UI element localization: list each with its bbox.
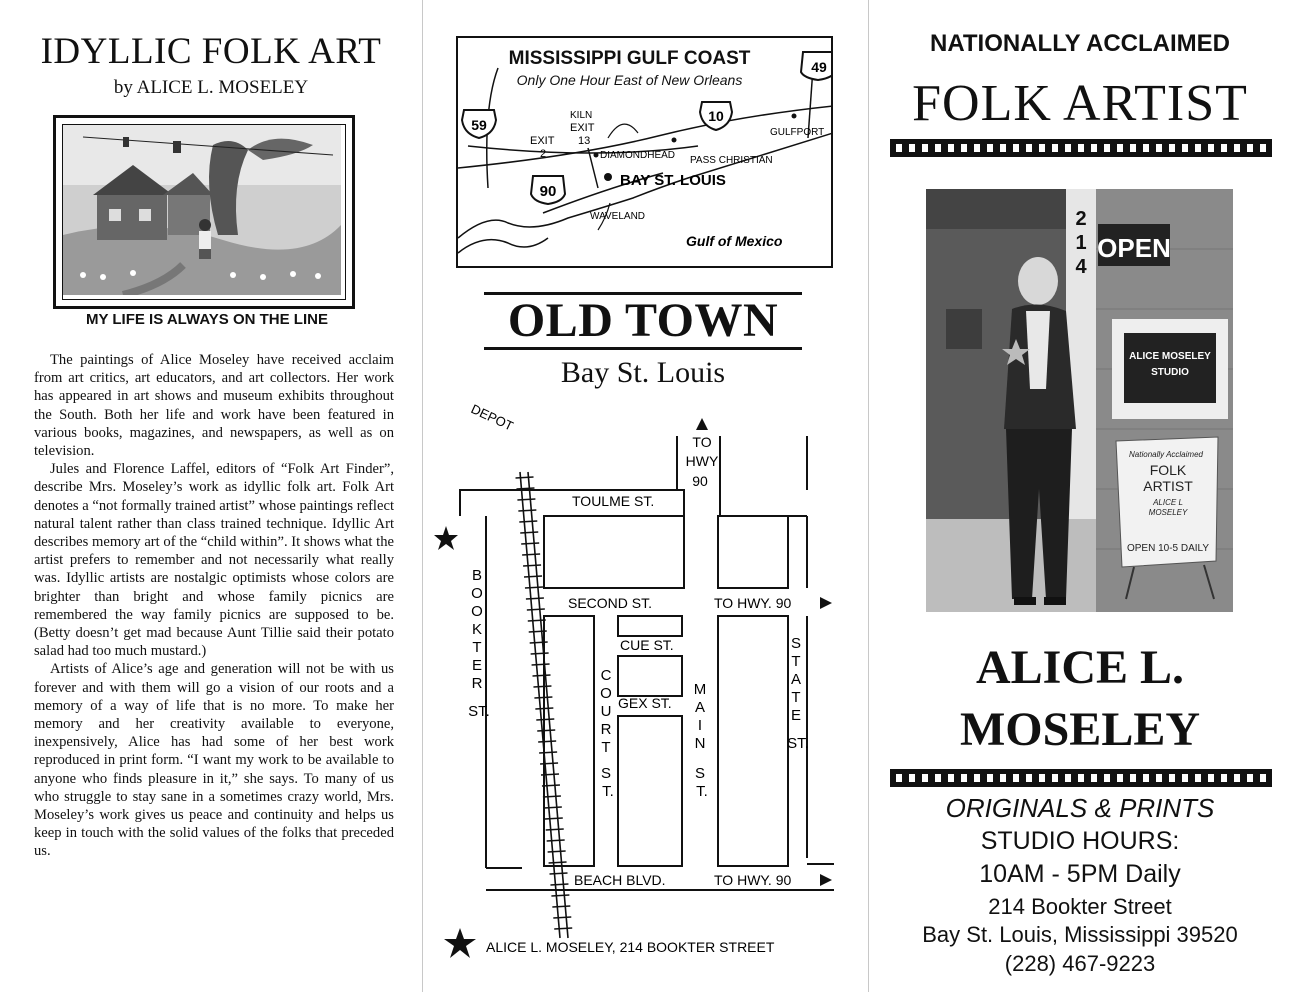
us-49-shield (801, 52, 833, 80)
gulfport-label: GULFPORT (770, 127, 825, 138)
scroll-top-text: Nationally Acclaimed (1129, 450, 1203, 459)
scroll-name-text: ALICE L (1153, 498, 1183, 507)
bookter-letter: B (471, 567, 483, 584)
interstate-59-shield (462, 110, 496, 138)
paragraph: Jules and Florence Laffel, editors of “Folk Art Finder”, describe Mrs. Moseley’s work as idyllic folk art. Folk Art denotes a “not formally trained artist” whose paintings reflect natural talent rather than class trained technique. Idyllic Art describes memory art of the “child within”. It shows what the artist prefers to remember and not necessarily what really was. Idyllic artists are nostalgic optimists whose colors are brighter than bright and whose family picnics are remembered the way family picnics are supposed to be. (Betty doesn’t get mad because Aunt Tillie said their potato salad had too much mustard.) (34, 461, 394, 660)
main-st-s: S (694, 765, 706, 782)
court-st-t: T. (602, 783, 614, 800)
depot-label: DEPOT (468, 401, 516, 434)
court-st-s: S (600, 765, 612, 782)
old-town-subtitle: Bay St. Louis (560, 356, 726, 389)
state-letter: E (790, 707, 802, 724)
gulf-coast-map (456, 36, 833, 268)
paragraph: Artists of Alice’s age and generation will not be with us forever and with them will go a vision of our roots and a memory of a way of life that is no more. To make her memory and her creativity available to everyone, inexpensively, Alice has had some of her best work reproduced in print form. “I want my work to be available to anyone who finds pleasure in it,” she says. To many of us who struggle to stay sane in a sometimes crazy world, Mrs. Moseley’s work gives us peace and continuity and helps us keep in touch with the solid values of the folks that preceded us. (34, 661, 394, 860)
gulf-of-mexico-label: Gulf of Mexico (686, 233, 783, 249)
to-label: TO (692, 434, 712, 450)
court-letter: U (600, 703, 612, 720)
street-address: 214 Bookter Street (988, 894, 1172, 919)
body-text (34, 351, 394, 861)
scroll-hours-text: OPEN 10-5 DAILY (1126, 543, 1210, 554)
panel-title: IDYLLIC FOLK ART (40, 31, 382, 72)
us-90-shield (531, 176, 565, 204)
nationally-acclaimed-heading: NATIONALLY ACCLAIMED (930, 30, 1230, 57)
state-letter: A (790, 671, 802, 688)
gex-st-label: GEX ST. (618, 695, 672, 711)
exit-13-label: EXIT (570, 122, 595, 134)
scroll-name-text: MOSELEY (1148, 508, 1188, 517)
gulf-map-subtitle: Only One Hour East of New Orleans (516, 72, 743, 88)
state-letter: T (791, 653, 801, 670)
byline: by ALICE L. MOSELEY (113, 77, 309, 98)
studio-hours: 10AM - 5PM Daily (979, 860, 1181, 888)
scroll-artist-text: ARTIST (1143, 478, 1193, 494)
kiln-label: KILN (570, 110, 593, 121)
main-letter: N (694, 735, 706, 752)
main-letter: I (697, 717, 703, 734)
arrow-right-icon (820, 874, 832, 886)
beach-blvd-label: BEACH BLVD. (574, 872, 666, 888)
folk-artist-heading: FOLK ARTIST (912, 75, 1248, 132)
bookter-letter: E (471, 657, 483, 674)
hwy-label: HWY (685, 453, 719, 469)
left-panel (0, 0, 422, 992)
main-st-t: T. (696, 783, 708, 800)
pass-christian-label: PASS CHRISTIAN (690, 155, 773, 166)
film-strip-divider (890, 139, 1272, 157)
waveland-label: WAVELAND (590, 211, 646, 222)
state-letter: S (790, 635, 802, 652)
exit-2-label: EXIT (530, 135, 555, 147)
house-number-digit: 1 (1075, 232, 1087, 254)
bookter-letter: T (472, 639, 482, 656)
bay-st-louis-label: BAY ST. LOUIS (620, 172, 726, 189)
court-letter: R (600, 721, 612, 738)
originals-prints: ORIGINALS & PRINTS (945, 793, 1215, 823)
studio-sign-line2: STUDIO (1151, 367, 1189, 378)
painting-frame (53, 115, 355, 309)
diamondhead-label: DIAMONDHEAD (600, 150, 676, 161)
shield-10-label: 10 (708, 108, 724, 124)
studio-location-star-icon (434, 526, 458, 550)
gulf-map-title: MISSISSIPPI GULF COAST (508, 48, 751, 69)
city-address: Bay St. Louis, Mississippi 39520 (922, 922, 1238, 947)
main-letter: A (694, 699, 706, 716)
house-number-digit: 4 (1075, 256, 1087, 278)
second-st-label: SECOND ST. (568, 595, 653, 611)
house-number-digit: 2 (1075, 208, 1087, 230)
state-st-label: ST. (787, 735, 809, 752)
studio-hours-label: STUDIO HOURS: (980, 827, 1180, 855)
studio-sign-line1: ALICE MOSELEY (1129, 351, 1211, 362)
open-sign: OPEN (1097, 233, 1171, 263)
bookter-letter: K (471, 621, 483, 638)
exit-2-number: 2 (540, 148, 547, 160)
shield-90-label: 90 (539, 183, 557, 200)
bookter-letter: R (471, 675, 483, 692)
film-strip-divider (890, 769, 1272, 787)
court-letter: O (600, 685, 612, 702)
north-arrow-icon (696, 418, 708, 430)
arrow-right-icon (820, 597, 832, 609)
court-letter: T (601, 739, 611, 756)
right-panel (868, 0, 1292, 992)
artist-photo (926, 189, 1233, 612)
hwy-90-number: 90 (692, 473, 708, 489)
to-hwy-90-beach-label: TO HWY. 90 (714, 872, 792, 888)
shield-59-label: 59 (471, 117, 487, 133)
to-hwy-90-east-label: TO HWY. 90 (714, 595, 792, 611)
phone-number: (228) 467-9223 (1004, 951, 1156, 976)
paragraph: The paintings of Alice Moseley have received acclaim from art critics, art educators, and art collectors. Her work has appeared in art shows and museum exhibits throughout the South. Both her life and work have been featured in various books, magazines, and newspapers, as well as on television. (34, 352, 394, 460)
artist-name-line1: ALICE L. (975, 641, 1185, 694)
court-letter: C (600, 667, 612, 684)
main-letter: M (693, 681, 707, 698)
street-map (422, 398, 868, 992)
state-letter: T (791, 689, 801, 706)
shield-49-label: 49 (811, 59, 827, 75)
bookter-letter: O (471, 603, 483, 620)
bookter-st-label: ST. (468, 703, 490, 720)
exit-13-number: 13 (578, 135, 591, 147)
old-town-title: OLD TOWN (484, 292, 802, 350)
toulme-st-label: TOULME ST. (572, 493, 655, 509)
legend-star-icon (444, 928, 476, 958)
artist-name-line2: MOSELEY (959, 703, 1201, 756)
painting-image (62, 124, 346, 300)
scroll-folk-text: FOLK (1149, 462, 1187, 478)
middle-panel (422, 0, 868, 992)
legend-label: ALICE L. MOSELEY, 214 BOOKTER STREET (486, 939, 775, 955)
cue-st-label: CUE ST. (620, 637, 674, 653)
painting-caption: MY LIFE IS ALWAYS ON THE LINE (86, 311, 328, 328)
bookter-letter: O (471, 585, 483, 602)
